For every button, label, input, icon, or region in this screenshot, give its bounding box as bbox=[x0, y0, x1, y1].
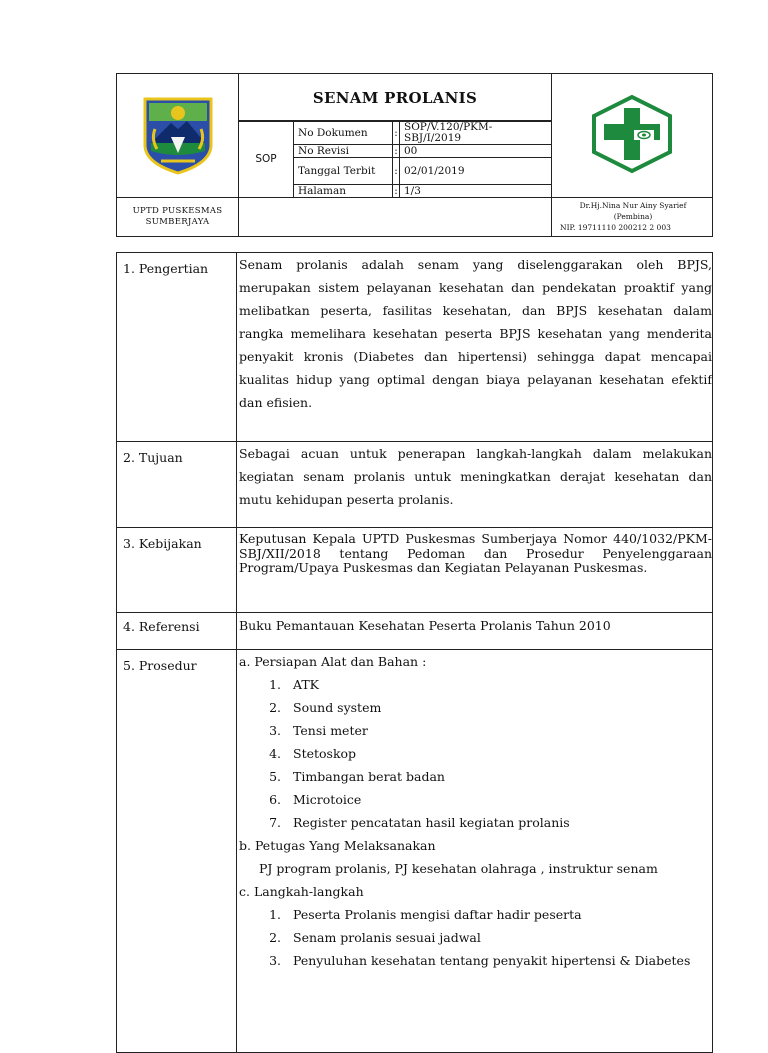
section-label: 5. Prosedur bbox=[117, 650, 237, 1053]
section-row-tujuan bbox=[117, 442, 713, 528]
field-colon: : bbox=[394, 184, 398, 197]
section-label: 3. Kebijakan bbox=[117, 528, 237, 613]
field-colon: : bbox=[393, 122, 400, 145]
organization-line-2: SUMBERJAYA bbox=[145, 217, 210, 227]
field-label: No Dokumen bbox=[294, 122, 393, 145]
prosedur-b-title: b. Petugas Yang Melaksanakan bbox=[239, 838, 436, 853]
prosedur-a-title: a. Persiapan Alat dan Bahan : bbox=[239, 654, 427, 669]
section-row-pengertian bbox=[117, 253, 713, 442]
list-item: 1. ATK bbox=[285, 673, 712, 696]
section-label: 2. Tujuan bbox=[117, 442, 237, 528]
section-content bbox=[237, 613, 713, 650]
kebijakan-text: Keputusan Kepala UPTD Puskesmas Sumberjaya Nomor 440/1032/PKM-SBJ/XII/2018 tentang Pedoman dan Prosedur Penyelenggaraan Program/Upaya Puskesmas dan Kegiatan Pelayanan Puskesmas. bbox=[239, 531, 712, 575]
prosedur-a-list bbox=[239, 673, 712, 834]
regency-logo-cell bbox=[117, 74, 239, 198]
field-value: 1/3 bbox=[400, 185, 552, 198]
title-cell bbox=[239, 74, 552, 121]
field-colon: : bbox=[394, 144, 398, 157]
list-item: 7. Register pencatatan hasil kegiatan prolanis bbox=[285, 811, 712, 834]
section-row-referensi bbox=[117, 613, 713, 650]
list-item: 3. Penyuluhan kesehatan tentang penyakit hipertensi & Diabetes bbox=[285, 949, 712, 972]
field-label: Tanggal Terbit bbox=[294, 158, 393, 185]
sop-label: SOP bbox=[239, 122, 294, 198]
section-label: 4. Referensi bbox=[117, 613, 237, 650]
metadata-table bbox=[239, 121, 551, 197]
signature-cell bbox=[552, 198, 713, 237]
organization-line-1: UPTD PUSKESMAS bbox=[132, 206, 223, 216]
field-value: 00 bbox=[400, 145, 552, 158]
field-label: Halaman bbox=[294, 185, 393, 198]
sop-header-table bbox=[116, 73, 713, 237]
prosedur-c-list bbox=[239, 903, 712, 972]
list-item: 2. Senam prolanis sesuai jadwal bbox=[285, 926, 712, 949]
field-value: 02/01/2019 bbox=[400, 158, 552, 185]
metadata-cell bbox=[239, 121, 552, 198]
section-label: 1. Pengertian bbox=[117, 253, 237, 442]
list-item: 1. Peserta Prolanis mengisi daftar hadir peserta bbox=[285, 903, 712, 926]
signer-nip: NIP. 19711110 200212 2 003 bbox=[560, 223, 671, 232]
section-content bbox=[237, 442, 713, 528]
organization-cell bbox=[117, 198, 239, 237]
section-content bbox=[237, 650, 713, 1053]
prosedur-b-text: PJ program prolanis, PJ kesehatan olahraga , instruktur senam bbox=[259, 861, 658, 876]
signer-rank: (Pembina) bbox=[613, 212, 653, 221]
field-colon: : bbox=[393, 158, 400, 185]
section-row-prosedur bbox=[117, 650, 713, 1053]
list-item: 6. Microtoice bbox=[285, 788, 712, 811]
field-value: SOP/V.120/PKM-SBJ/I/2019 bbox=[400, 122, 552, 145]
tujuan-text: Sebagai acuan untuk penerapan langkah-langkah dalam melakukan kegiatan senam prolanis untuk meningkatkan derajat kesehatan dan mutu kehidupan peserta prolanis. bbox=[239, 446, 712, 507]
regency-shield-icon bbox=[141, 93, 215, 175]
list-item: 3. Tensi meter bbox=[285, 719, 712, 742]
document-title: SENAM PROLANIS bbox=[312, 88, 478, 107]
signer-name: Dr.Hj.Nina Nur Ainy Syarief bbox=[579, 201, 687, 210]
list-item: 2. Sound system bbox=[285, 696, 712, 719]
list-item: 5. Timbangan berat badan bbox=[285, 765, 712, 788]
puskesmas-logo-icon bbox=[590, 94, 674, 174]
section-content bbox=[237, 253, 713, 442]
puskesmas-logo-cell bbox=[552, 74, 713, 198]
referensi-text: Buku Pemantauan Kesehatan Peserta Prolanis Tahun 2010 bbox=[239, 618, 611, 633]
prosedur-c-title: c. Langkah-langkah bbox=[239, 884, 364, 899]
empty-cell bbox=[239, 198, 552, 237]
section-content bbox=[237, 528, 713, 613]
pengertian-text: Senam prolanis adalah senam yang diselenggarakan oleh BPJS, merupakan sistem pelayanan kesehatan dan pendekatan proaktif yang melibatkan peserta, fasilitas kesehatan, dan BPJS kesehatan dalam rangka memelihara kesehatan peserta BPJS kesehatan yang menderita penyakit kronis (Diabetes dan hipertensi) sehingga dapat mencapai kualitas hidup yang optimal dengan biaya pelayanan kesehatan efektif dan efisien. bbox=[239, 257, 712, 410]
field-label: No Revisi bbox=[294, 145, 393, 158]
section-row-kebijakan bbox=[117, 528, 713, 613]
sop-content-table bbox=[116, 252, 713, 1053]
list-item: 4. Stetoskop bbox=[285, 742, 712, 765]
